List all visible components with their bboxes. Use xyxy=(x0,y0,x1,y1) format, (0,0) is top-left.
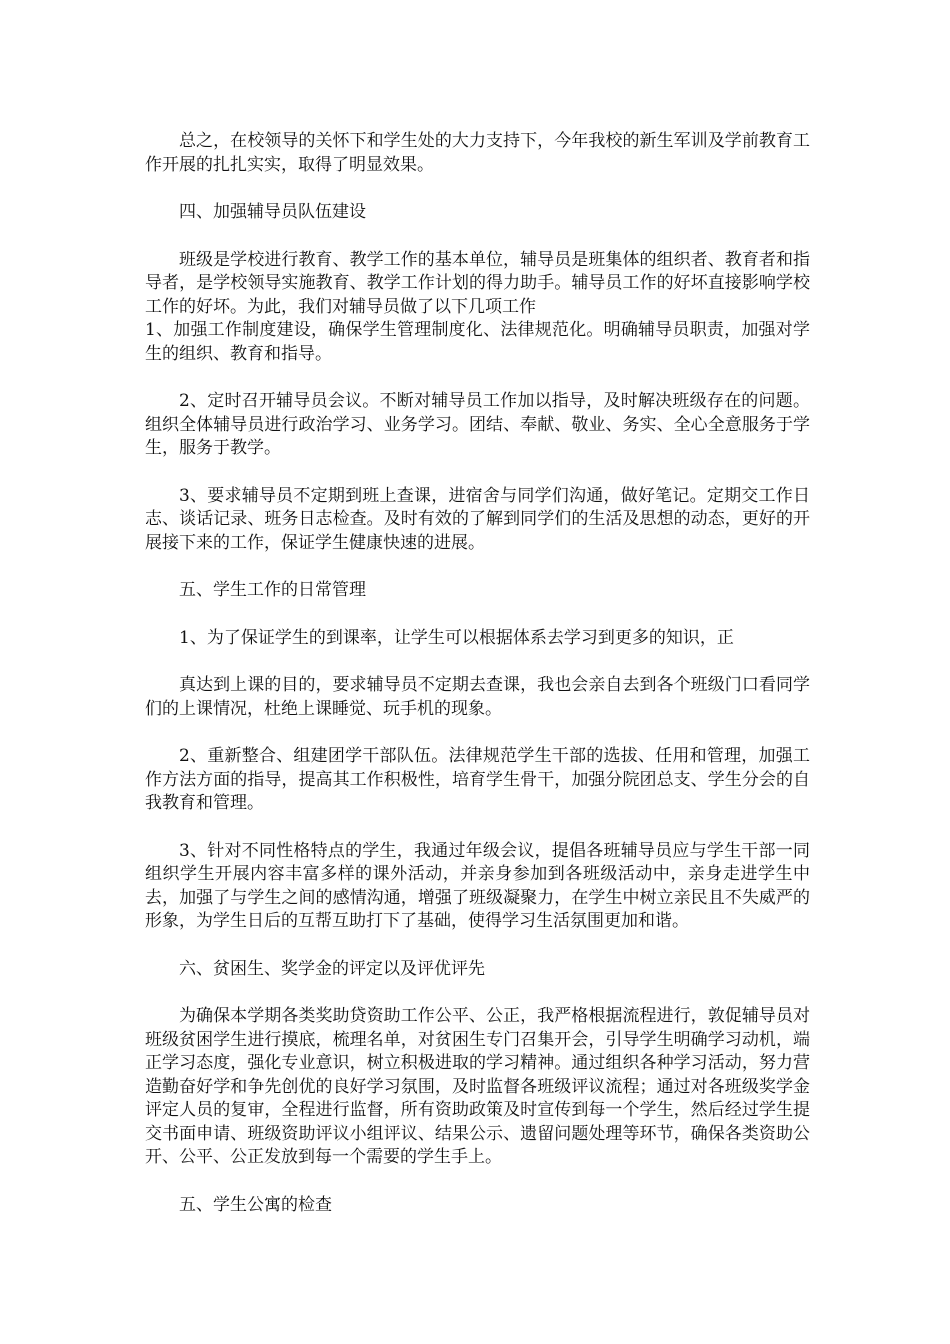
paragraph-summary: 总之，在校领导的关怀下和学生处的大力支持下，今年我校的新生军训及学前教育工作开展的扎扎实实，取得了明显效果。 xyxy=(145,131,810,175)
section-heading-scholarships: 六、贫困生、奖学金的评定以及评优评先 xyxy=(179,958,485,979)
section-heading-dormitory: 五、学生公寓的检查 xyxy=(179,1194,332,1215)
paragraph-counselor-meetings: 2、定时召开辅导员会议。不断对辅导员工作加以指导，及时解决班级存在的问题。组织全体辅导员进行政治学习、业务学习。团结、奉献、敬业、务实、全心全意服务于学生，服务于教学。 xyxy=(145,391,810,458)
section-heading-daily-management: 五、学生工作的日常管理 xyxy=(179,580,366,600)
paragraph-financial-aid: 为确保本学期各类奖助贷资助工作公平、公正，我严格根据流程进行，敦促辅导员对班级贫困学生进行摸底，梳理名单，对贫困生专门召集开会，引导学生明确学习动机，端正学习态度，强化专业意识，树立积极进取的学习精神。通过组织各种学习活动，努力营造勤奋好学和争先创优的良好学习氛围，及时监督各班级评议流程；通过对各班级奖学金评定人员的复审，全程进行监督，所有资助政策及时宣传到每一个学生，然后经过学生提交书面申请、班级资助评议小组评议、结果公示、遗留问题处理等环节，确保各类资助公开、公平、公正发放到每一个需要的学生手上。 xyxy=(145,1006,810,1167)
paragraph-attendance-continued: 真达到上课的目的，要求辅导员不定期去查课，我也会亲自去到各个班级门口看同学们的上课情况，杜绝上课睡觉、玩手机的现象。 xyxy=(145,675,810,719)
document-body xyxy=(145,130,810,1241)
paragraph-attendance: 1、为了保证学生的到课率，让学生可以根据体系去学习到更多的知识，正 xyxy=(179,627,734,648)
section-heading-counselor-team: 四、加强辅导员队伍建设 xyxy=(179,202,366,222)
paragraph-activities: 3、针对不同性格特点的学生，我通过年级会议，提倡各班辅导员应与学生干部一同组织学生开展内容丰富多样的课外活动，并亲身参加到各班级活动中，亲身走进学生中去，加强了与学生之间的感情沟通，增强了班级凝聚力，在学生中树立亲民且不失威严的形象，为学生日后的互帮互助打下了基础，使得学习生活氛围更加和谐。 xyxy=(145,840,810,931)
paragraph-counselor-role: 班级是学校进行教育、教学工作的基本单位，辅导员是班集体的组织者、教育者和指导者，是学校领导实施教育、教学工作计划的得力助手。辅导员工作的好坏直接影响学校工作的好坏。为此，我们对辅导员做了以下几项工作 1、加强工作制度建设，确保学生管理制度化、法律规范化。明确辅导员职责，加强对学生的组织、教育和指导。 xyxy=(145,249,810,364)
paragraph-counselor-inspection: 3、要求辅导员不定期到班上查课，进宿舍与同学们沟通，做好笔记。定期交工作日志、谈话记录、班务日志检查。及时有效的了解到同学们的生活及思想的动态，更好的开展接下来的工作，保证学生健康快速的进展。 xyxy=(145,485,810,553)
paragraph-student-cadres: 2、重新整合、组建团学干部队伍。法律规范学生干部的选拔、任用和管理，加强工作方法方面的指导，提高其工作积极性，培育学生骨干，加强分院团总支、学生分会的自我教育和管理。 xyxy=(145,746,810,813)
